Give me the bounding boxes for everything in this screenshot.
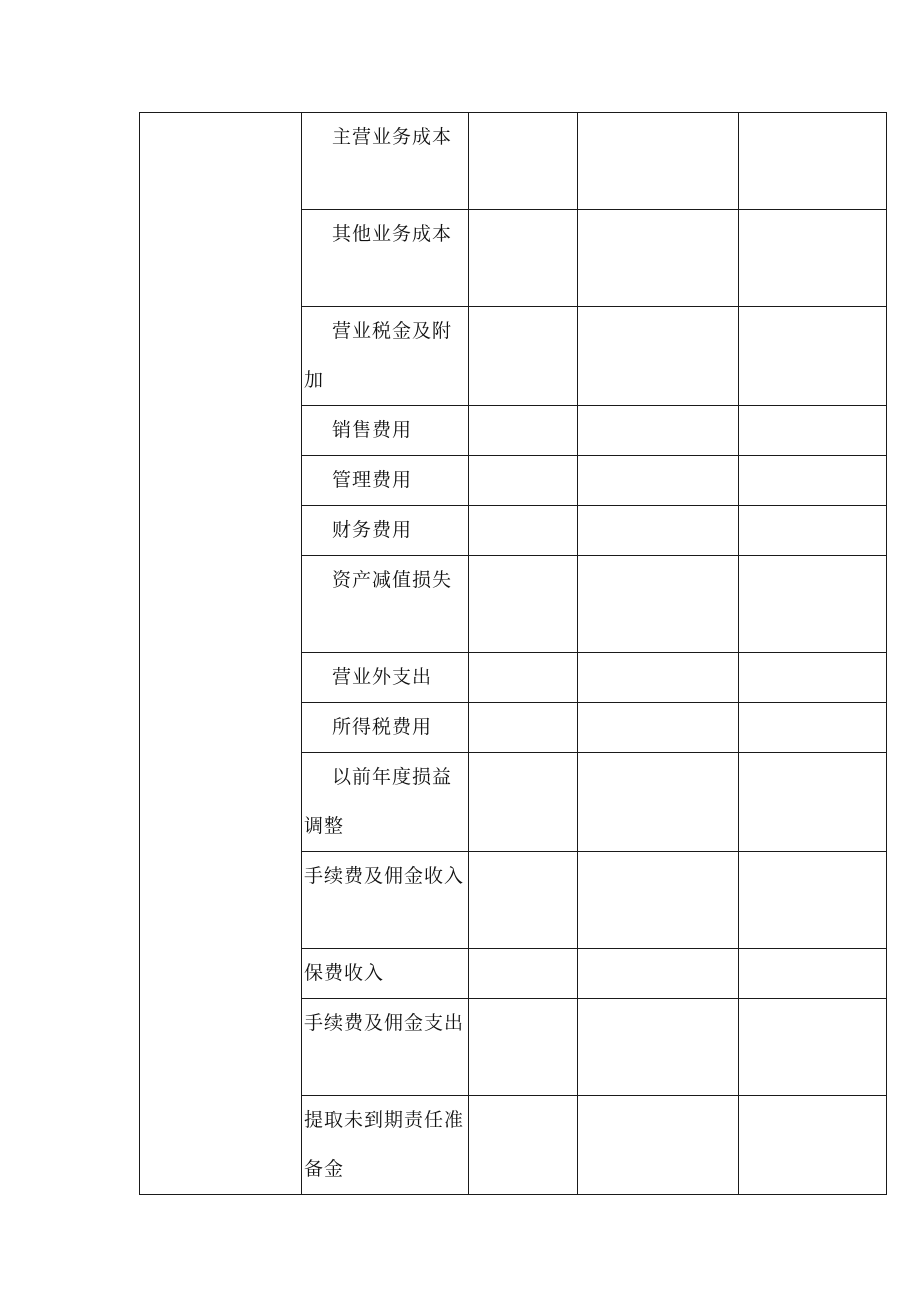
value-cell-3[interactable] [739,703,887,753]
value-cell-2[interactable] [578,307,739,406]
value-cell-2[interactable] [578,653,739,703]
value-cell-3[interactable] [739,1096,887,1195]
value-cell-3[interactable] [739,949,887,999]
item-label-cell [302,456,469,506]
value-cell-3[interactable] [739,506,887,556]
value-cell-1[interactable] [469,113,578,210]
item-label-cell [302,210,469,307]
item-label-cell [302,703,469,753]
value-cell-1[interactable] [469,556,578,653]
value-cell-3[interactable] [739,307,887,406]
value-cell-1[interactable] [469,999,578,1096]
value-cell-3[interactable] [739,653,887,703]
financial-items-table [139,112,887,1195]
item-label-cell [302,949,469,999]
value-cell-3[interactable] [739,753,887,852]
item-label: 营业税金及附加 [304,320,453,391]
value-cell-2[interactable] [578,113,739,210]
value-cell-2[interactable] [578,999,739,1096]
item-label-cell [302,852,469,949]
item-label: 手续费及佣金收入 [304,865,465,887]
item-label: 销售费用 [332,419,413,441]
item-label-cell [302,653,469,703]
item-label-cell [302,753,469,852]
item-label-cell [302,1096,469,1195]
value-cell-3[interactable] [739,406,887,456]
table-body [140,113,887,1195]
category-cell [140,113,302,1195]
value-cell-1[interactable] [469,307,578,406]
value-cell-1[interactable] [469,949,578,999]
item-label-cell [302,556,469,653]
value-cell-3[interactable] [739,456,887,506]
item-label: 其他业务成本 [332,223,453,245]
value-cell-1[interactable] [469,210,578,307]
item-label-cell [302,999,469,1096]
value-cell-2[interactable] [578,1096,739,1195]
item-label: 主营业务成本 [332,126,453,148]
value-cell-2[interactable] [578,949,739,999]
item-label-cell [302,506,469,556]
value-cell-3[interactable] [739,210,887,307]
item-label: 管理费用 [332,469,413,491]
item-label: 以前年度损益调整 [304,766,453,837]
item-label: 营业外支出 [332,666,433,688]
item-label-cell [302,406,469,456]
value-cell-3[interactable] [739,999,887,1096]
value-cell-2[interactable] [578,703,739,753]
item-label-cell [302,307,469,406]
value-cell-2[interactable] [578,506,739,556]
value-cell-3[interactable] [739,113,887,210]
item-label: 财务费用 [332,519,413,541]
value-cell-1[interactable] [469,852,578,949]
value-cell-1[interactable] [469,753,578,852]
value-cell-2[interactable] [578,406,739,456]
value-cell-2[interactable] [578,556,739,653]
value-cell-2[interactable] [578,852,739,949]
table-row [140,113,887,210]
value-cell-1[interactable] [469,703,578,753]
value-cell-3[interactable] [739,852,887,949]
value-cell-2[interactable] [578,210,739,307]
item-label: 保费收入 [304,962,385,984]
value-cell-1[interactable] [469,506,578,556]
value-cell-1[interactable] [469,456,578,506]
item-label-cell [302,113,469,210]
item-label: 资产减值损失 [332,569,453,591]
value-cell-2[interactable] [578,456,739,506]
item-label: 所得税费用 [332,716,433,738]
value-cell-3[interactable] [739,556,887,653]
value-cell-1[interactable] [469,653,578,703]
value-cell-2[interactable] [578,753,739,852]
item-label: 手续费及佣金支出 [304,1012,465,1034]
item-label: 提取未到期责任准备金 [304,1109,465,1180]
value-cell-1[interactable] [469,1096,578,1195]
value-cell-1[interactable] [469,406,578,456]
